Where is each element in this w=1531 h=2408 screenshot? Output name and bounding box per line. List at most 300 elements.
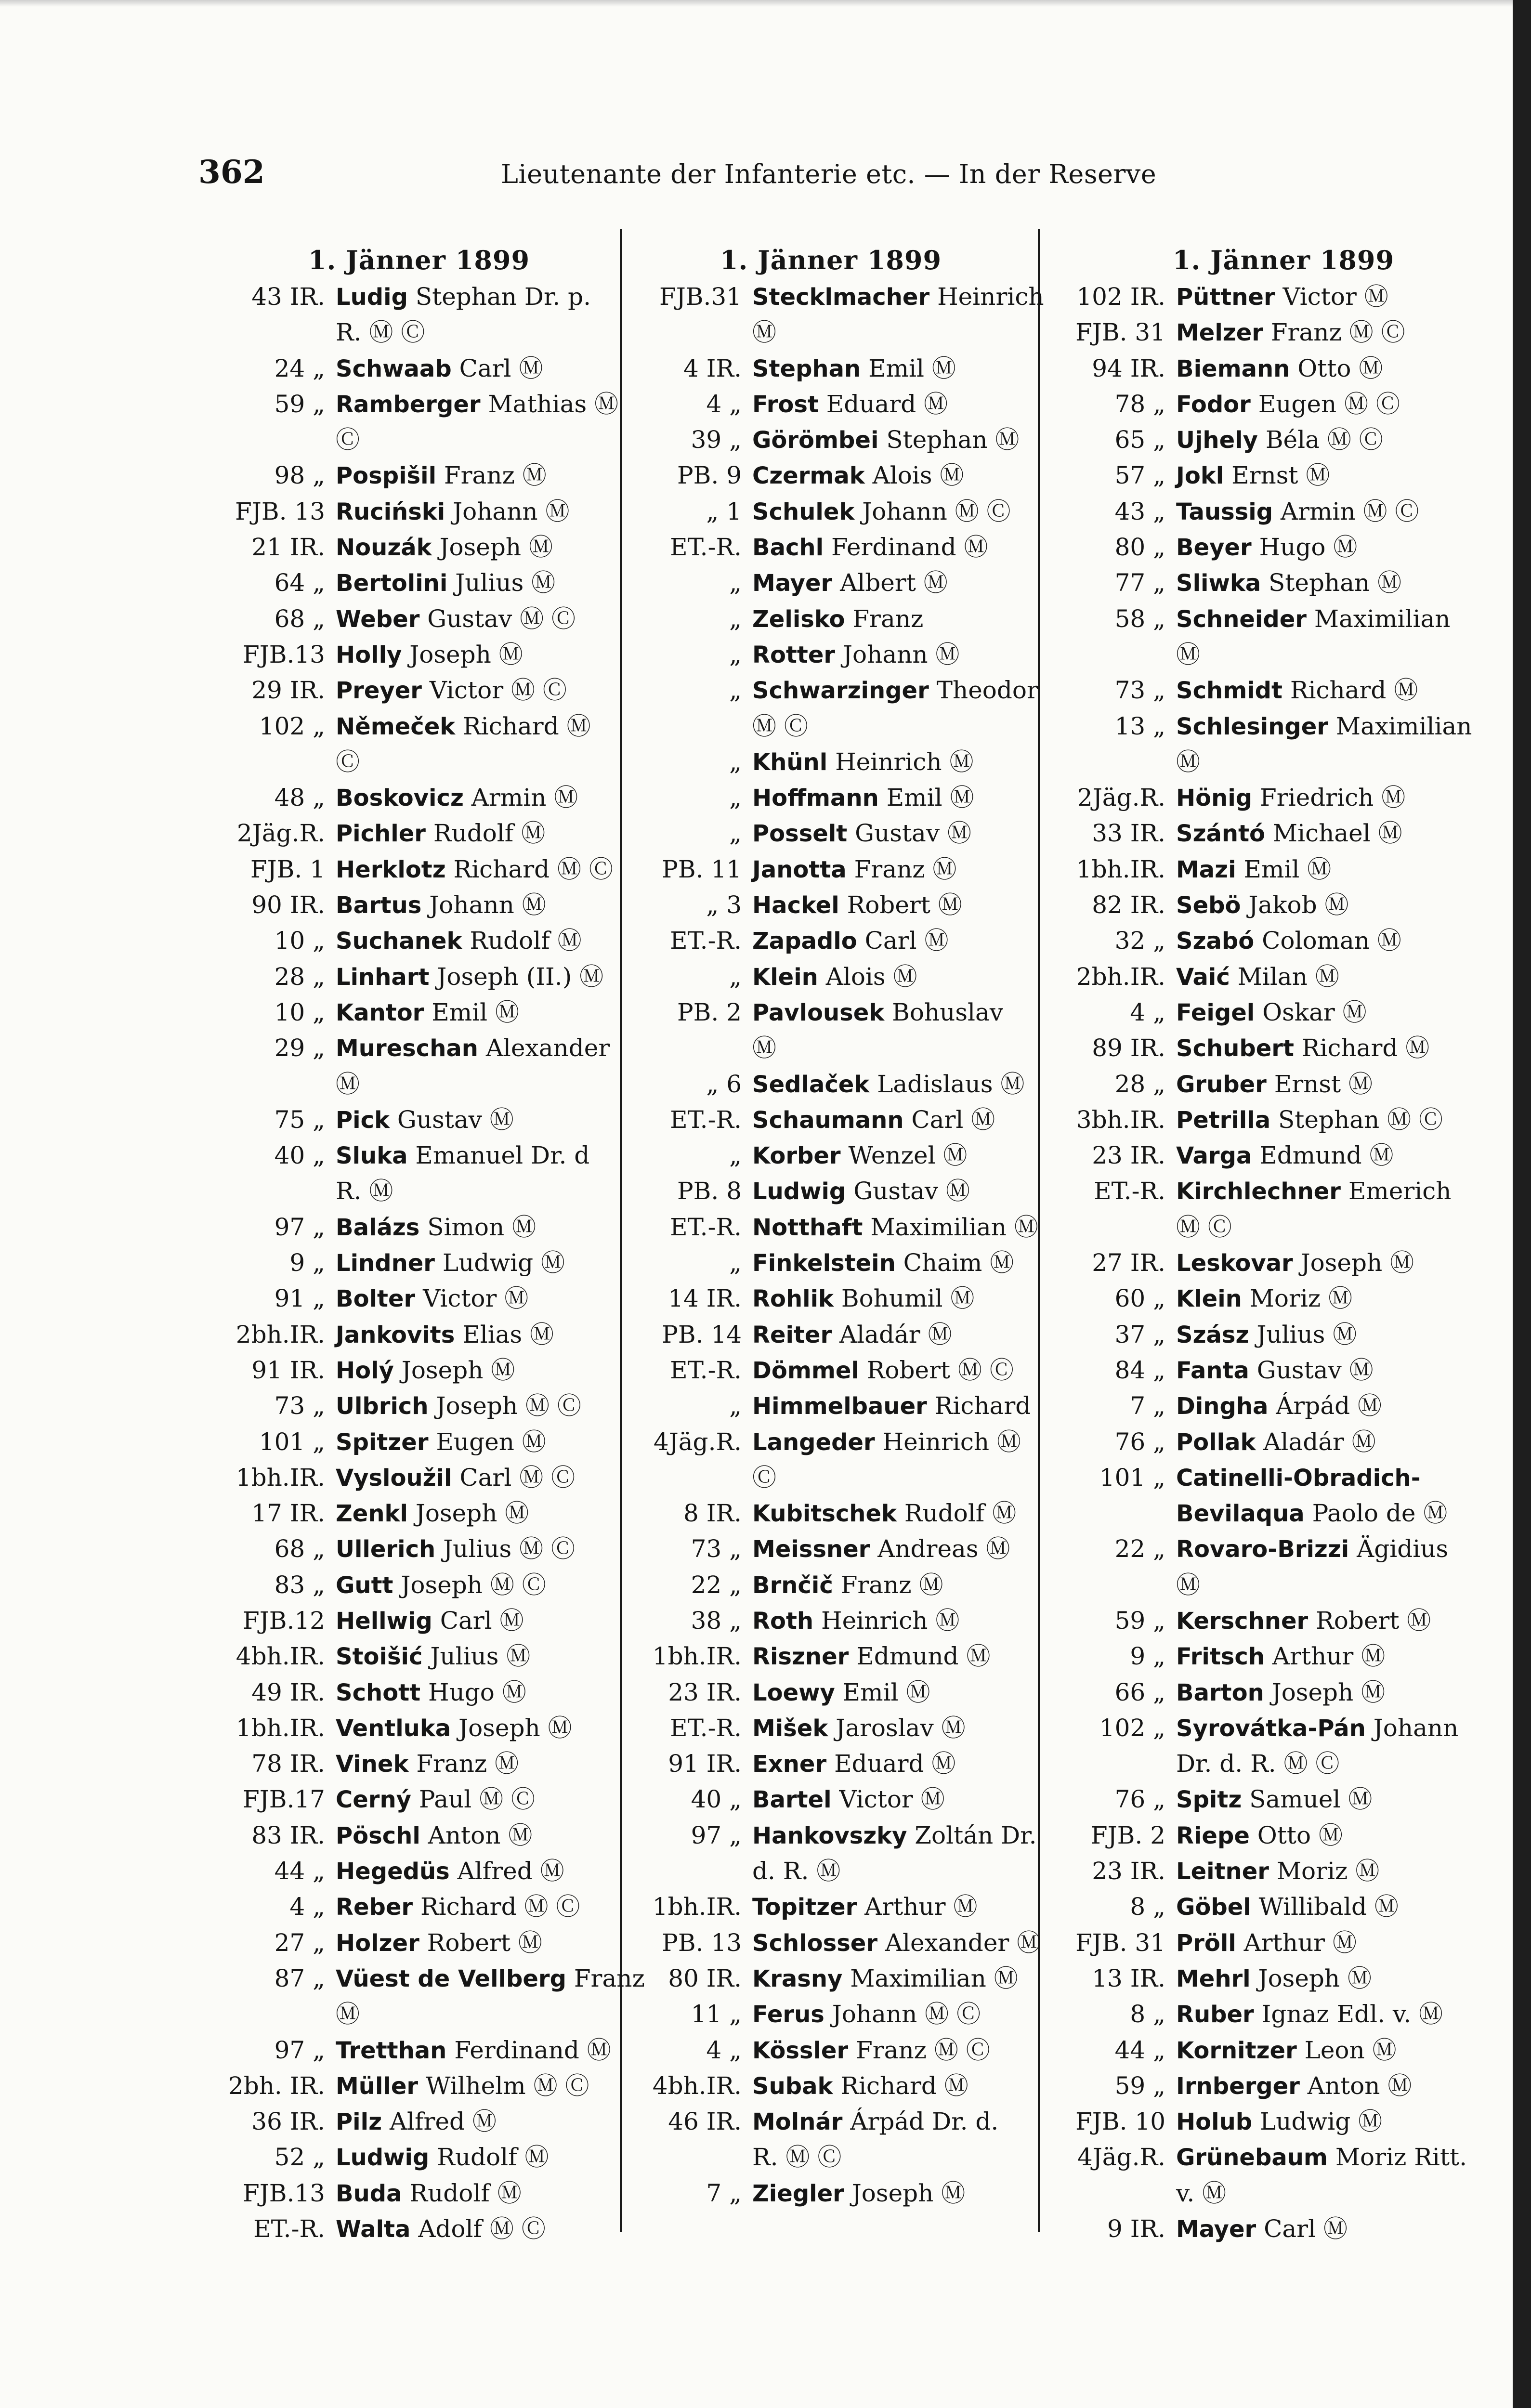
given-name-and-marks: Alfred Ⓜ bbox=[389, 2107, 497, 2136]
given-name-and-marks: Emil Ⓜ bbox=[886, 784, 974, 812]
entry-text bbox=[325, 2033, 619, 2068]
unit-label: 3bh.IR. bbox=[1076, 1105, 1165, 1134]
roster-entry bbox=[621, 387, 1040, 422]
surname: Stecklmacher bbox=[752, 284, 930, 311]
unit-label bbox=[621, 2140, 742, 2175]
surname: Irnberger bbox=[1176, 2072, 1300, 2100]
given-name-and-marks: Julius Ⓜ Ⓒ bbox=[443, 1535, 575, 1563]
given-name-and-marks: Otto Ⓜ bbox=[1297, 354, 1383, 382]
roster-entry bbox=[621, 565, 1040, 601]
roster-entry bbox=[621, 1031, 1040, 1066]
unit-label: 13 „ bbox=[1114, 712, 1165, 740]
unit-label: 1bh.IR. bbox=[236, 1463, 325, 1492]
roster-entry bbox=[219, 602, 619, 637]
roster-entry bbox=[621, 2104, 1040, 2140]
entry-text bbox=[325, 816, 619, 851]
given-name-and-marks: Robert Ⓜ bbox=[427, 1928, 542, 1957]
entry-text bbox=[742, 1496, 1040, 1531]
given-name-and-marks: Emil Ⓜ bbox=[1243, 855, 1332, 883]
roster-entry bbox=[219, 1388, 619, 1424]
given-name-and-marks: Ferdinand Ⓜ bbox=[454, 2036, 611, 2064]
roster-entry bbox=[621, 2140, 1040, 2175]
entry-text bbox=[1165, 1531, 1507, 1567]
unit-label: 4bh.IR. bbox=[652, 2071, 742, 2100]
surname: Beyer bbox=[1176, 534, 1252, 562]
entry-text bbox=[325, 995, 619, 1031]
given-name-and-marks: Hugo Ⓜ bbox=[428, 1678, 526, 1706]
roster-entry bbox=[219, 1353, 619, 1388]
surname: Szabó bbox=[1176, 928, 1255, 955]
surname: Szász bbox=[1176, 1321, 1249, 1348]
roster-entry bbox=[219, 1281, 619, 1317]
roster-entry bbox=[1060, 1568, 1507, 1603]
surname: Spitz bbox=[1176, 1786, 1242, 1814]
roster-entry bbox=[219, 1782, 619, 1818]
roster-entry bbox=[621, 1531, 1040, 1567]
unit-label: 2bh.IR. bbox=[1076, 962, 1165, 991]
roster-entry bbox=[621, 1818, 1040, 1854]
roster-entry bbox=[621, 1138, 1040, 1174]
given-name-and-marks: Julius Ⓜ bbox=[1256, 1320, 1357, 1348]
given-name-and-marks: Joseph Ⓜ Ⓒ bbox=[436, 1392, 581, 1420]
given-name-and-marks: Richard Ⓜ bbox=[1290, 676, 1418, 705]
unit-label: FJB.31 bbox=[659, 283, 742, 311]
roster-entry bbox=[219, 2068, 619, 2104]
surname: Ludig bbox=[336, 284, 408, 311]
surname: Pöschl bbox=[336, 1822, 420, 1849]
entry-text bbox=[742, 1138, 1040, 1174]
unit-label: ET.-R. bbox=[670, 1714, 742, 1742]
entry-text bbox=[742, 602, 1040, 637]
given-name-and-marks: Stephan Dr. p. bbox=[415, 283, 591, 311]
given-name-and-marks: Moriz Ⓜ bbox=[1249, 1284, 1353, 1313]
surname: Boskovicz bbox=[336, 785, 464, 812]
unit-label: „ bbox=[729, 747, 742, 776]
roster-entry bbox=[219, 1496, 619, 1531]
given-name-and-marks: Ⓜ bbox=[1176, 640, 1200, 668]
roster-entry bbox=[1060, 1925, 1507, 1961]
roster-entry bbox=[219, 1245, 619, 1281]
roster-entry bbox=[1060, 1818, 1507, 1854]
surname: Görömbei bbox=[752, 427, 879, 454]
entry-text bbox=[325, 1281, 619, 1317]
surname: Reiter bbox=[752, 1321, 832, 1348]
entry-text bbox=[325, 1782, 619, 1818]
surname: Mazi bbox=[1176, 856, 1236, 883]
entry-text bbox=[1165, 1496, 1507, 1531]
roster-entry bbox=[621, 995, 1040, 1031]
roster-entry bbox=[1060, 1782, 1507, 1818]
roster-entry bbox=[621, 709, 1040, 745]
unit-label: 89 IR. bbox=[1092, 1034, 1165, 1062]
given-name-and-marks: Dr. d. R. Ⓜ Ⓒ bbox=[1176, 1750, 1340, 1778]
unit-label: 10 „ bbox=[274, 998, 325, 1026]
entry-text bbox=[325, 279, 619, 315]
surname: Subak bbox=[752, 2072, 833, 2100]
unit-label: „ bbox=[729, 1392, 742, 1420]
unit-label: FJB. 31 bbox=[1075, 1928, 1165, 1957]
surname: Mayer bbox=[752, 570, 833, 597]
surname: Catinelli-Obradich- bbox=[1176, 1464, 1421, 1492]
entry-text bbox=[325, 1102, 619, 1138]
roster-entry bbox=[219, 494, 619, 530]
entry-text bbox=[325, 387, 619, 422]
given-name-and-marks: Gustav Ⓜ bbox=[853, 1177, 970, 1205]
given-name-and-marks: Friedrich Ⓜ bbox=[1260, 784, 1406, 812]
roster-entry bbox=[621, 816, 1040, 851]
unit-label: 97 „ bbox=[274, 1213, 325, 1241]
surname: Kössler bbox=[752, 2037, 849, 2064]
entry-text bbox=[742, 1388, 1040, 1424]
entry-text bbox=[742, 673, 1040, 708]
unit-label: 84 „ bbox=[1114, 1356, 1165, 1384]
page-number: 362 bbox=[198, 153, 265, 191]
entry-text bbox=[325, 1460, 619, 1496]
surname: Hoffmann bbox=[752, 785, 879, 812]
unit-label: 22 „ bbox=[1114, 1535, 1165, 1563]
surname: Dingha bbox=[1176, 1393, 1269, 1420]
entry-text bbox=[325, 351, 619, 387]
roster-entry bbox=[219, 1174, 619, 1209]
given-name-and-marks: Arthur Ⓜ bbox=[1243, 1928, 1357, 1957]
given-name-and-marks: Bohuslav bbox=[892, 998, 1004, 1026]
surname: Ramberger bbox=[336, 391, 481, 418]
roster-column-1 bbox=[219, 241, 645, 2288]
given-name-and-marks: Robert Ⓜ bbox=[847, 891, 962, 919]
surname: Gutt bbox=[336, 1571, 393, 1599]
roster-entry bbox=[621, 1460, 1040, 1496]
entry-text bbox=[742, 959, 1040, 995]
surname: Sliwka bbox=[1176, 570, 1261, 597]
entry-text bbox=[325, 1496, 619, 1531]
roster-entry bbox=[1060, 1245, 1507, 1281]
given-name-and-marks: Paolo de Ⓜ bbox=[1312, 1499, 1448, 1528]
given-name-and-marks: Emanuel Dr. d bbox=[415, 1141, 590, 1170]
unit-label: 1bh.IR. bbox=[1076, 855, 1165, 883]
roster-entry bbox=[621, 1174, 1040, 1209]
roster-entry bbox=[219, 1425, 619, 1460]
entry-text bbox=[325, 2212, 619, 2247]
entry-text bbox=[1165, 1854, 1507, 1889]
roster-entry bbox=[1060, 2140, 1507, 2175]
roster-entry bbox=[1060, 888, 1507, 923]
given-name-and-marks: Michael Ⓜ bbox=[1272, 819, 1402, 848]
given-name-and-marks: Alois Ⓜ bbox=[872, 461, 964, 490]
entry-text bbox=[1165, 1746, 1507, 1782]
surname: Krasny bbox=[752, 1965, 843, 1992]
entry-text bbox=[742, 888, 1040, 923]
unit-label: 21 IR. bbox=[251, 533, 325, 562]
surname: Rotter bbox=[752, 641, 836, 668]
entry-text bbox=[1165, 1782, 1507, 1818]
roster-entry bbox=[1060, 565, 1507, 601]
given-name-and-marks: Chaim Ⓜ bbox=[903, 1249, 1014, 1277]
unit-label: 8 „ bbox=[1130, 2000, 1165, 2028]
roster-entry bbox=[219, 1889, 619, 1925]
surname: Walta bbox=[336, 2216, 411, 2243]
given-name-and-marks: Arthur Ⓜ bbox=[1272, 1642, 1386, 1671]
surname: Petrilla bbox=[1176, 1106, 1271, 1134]
entry-text bbox=[1165, 1961, 1507, 1997]
entry-text bbox=[742, 1961, 1040, 1997]
given-name-and-marks: Wenzel Ⓜ bbox=[848, 1141, 968, 1170]
entry-text bbox=[1165, 1353, 1507, 1388]
unit-label: 27 IR. bbox=[1092, 1249, 1165, 1277]
roster-entry bbox=[219, 888, 619, 923]
entry-text bbox=[742, 1854, 1040, 1889]
roster-entry bbox=[621, 1496, 1040, 1531]
unit-label: 32 „ bbox=[1114, 927, 1165, 955]
unit-label: 8 IR. bbox=[683, 1499, 742, 1528]
surname: Sluka bbox=[336, 1142, 408, 1170]
roster-entry bbox=[621, 602, 1040, 637]
given-name-and-marks: Ignaz Edl. v. Ⓜ bbox=[1261, 2000, 1443, 2028]
entry-text bbox=[742, 2033, 1040, 2068]
roster-entry bbox=[219, 530, 619, 565]
given-name-and-marks: Jaroslav Ⓜ bbox=[836, 1714, 966, 1742]
roster-entry bbox=[219, 1603, 619, 1639]
surname: Fritsch bbox=[1176, 1643, 1265, 1671]
roster-entry bbox=[621, 1425, 1040, 1460]
unit-label: „ bbox=[729, 784, 742, 812]
unit-label: 76 „ bbox=[1114, 1785, 1165, 1814]
roster-entry bbox=[621, 1675, 1040, 1711]
roster-entry bbox=[219, 1568, 619, 1603]
roster-entry bbox=[621, 1388, 1040, 1424]
given-name-and-marks: Ⓒ bbox=[336, 426, 360, 454]
entry-text bbox=[325, 745, 619, 780]
surname: Ludwig bbox=[752, 1178, 846, 1205]
entry-text bbox=[742, 2068, 1040, 2104]
roster-entry bbox=[621, 2033, 1040, 2068]
unit-label: 59 „ bbox=[1114, 2071, 1165, 2100]
unit-label: 48 „ bbox=[274, 784, 325, 812]
unit-label bbox=[1060, 1568, 1165, 1603]
surname: Zenkl bbox=[336, 1500, 408, 1528]
given-name-and-marks: Heinrich bbox=[937, 283, 1044, 311]
surname: Hönig bbox=[1176, 785, 1253, 812]
given-name-and-marks: Maximilian bbox=[1335, 712, 1472, 740]
unit-label: PB. 14 bbox=[662, 1320, 742, 1348]
surname: Mayer bbox=[1176, 2216, 1256, 2243]
given-name-and-marks: Joseph Ⓜ bbox=[1300, 1249, 1414, 1277]
roster-entry bbox=[219, 1997, 619, 2032]
surname: Linhart bbox=[336, 963, 430, 991]
unit-label: „ bbox=[729, 819, 742, 848]
roster-entry bbox=[219, 279, 619, 315]
entry-text bbox=[742, 1746, 1040, 1782]
entry-text bbox=[1165, 1675, 1507, 1711]
roster-entry bbox=[219, 1531, 619, 1567]
given-name-and-marks: Robert Ⓜ bbox=[1316, 1606, 1431, 1635]
roster-entry bbox=[621, 1889, 1040, 1925]
entry-text bbox=[325, 602, 619, 637]
entry-text bbox=[742, 1568, 1040, 1603]
roster-entry bbox=[219, 2104, 619, 2140]
unit-label: 14 IR. bbox=[668, 1284, 742, 1313]
given-name-and-marks: Ⓜ bbox=[1176, 747, 1200, 776]
entry-text bbox=[742, 1102, 1040, 1138]
surname: Dömmel bbox=[752, 1357, 859, 1384]
column-heading: 1. Jänner 1899 bbox=[308, 245, 530, 275]
roster-entry bbox=[1060, 995, 1507, 1031]
unit-label: ET.-R. bbox=[670, 1105, 742, 1134]
roster-entry bbox=[621, 1711, 1040, 1746]
roster-entry bbox=[621, 852, 1040, 888]
entry-text bbox=[1165, 530, 1507, 565]
unit-label: 37 „ bbox=[1114, 1320, 1165, 1348]
given-name-and-marks: Leon Ⓜ bbox=[1304, 2036, 1397, 2064]
given-name-and-marks: Heinrich Ⓜ bbox=[882, 1427, 1021, 1456]
column-heading: 1. Jänner 1899 bbox=[1172, 245, 1395, 275]
unit-label bbox=[621, 1854, 742, 1889]
given-name-and-marks: Eduard Ⓜ bbox=[826, 390, 948, 418]
unit-label: 58 „ bbox=[1114, 604, 1165, 633]
entry-text bbox=[742, 1353, 1040, 1388]
scan-edge-top bbox=[0, 0, 1531, 7]
surname: Kubitschek bbox=[752, 1500, 897, 1528]
given-name-and-marks: Julius Ⓜ bbox=[455, 569, 556, 597]
surname: Kerschner bbox=[1176, 1607, 1309, 1635]
roster-entry bbox=[219, 2176, 619, 2212]
roster-entry bbox=[219, 1102, 619, 1138]
roster-entry bbox=[621, 1961, 1040, 1997]
roster-entry bbox=[1060, 2033, 1507, 2068]
roster-entry bbox=[219, 458, 619, 494]
roster-entry bbox=[621, 959, 1040, 995]
unit-label bbox=[1060, 1210, 1165, 1245]
unit-label: „ bbox=[729, 676, 742, 705]
given-name-and-marks: Carl Ⓜ bbox=[864, 927, 949, 955]
given-name-and-marks: Anton Ⓜ bbox=[1307, 2071, 1412, 2100]
surname: Müller bbox=[336, 2072, 419, 2100]
given-name-and-marks: Emil Ⓜ bbox=[842, 1678, 930, 1706]
unit-label: 80 „ bbox=[1114, 533, 1165, 562]
entry-text bbox=[1165, 315, 1507, 351]
entry-text bbox=[742, 1925, 1041, 1961]
unit-label: 24 „ bbox=[274, 354, 325, 382]
entry-text bbox=[1165, 1568, 1507, 1603]
entry-text bbox=[742, 458, 1040, 494]
given-name-and-marks: Elias Ⓜ bbox=[462, 1320, 554, 1348]
unit-label: „ bbox=[729, 962, 742, 991]
surname: Hegedüs bbox=[336, 1858, 450, 1885]
roster-entry bbox=[1060, 315, 1507, 351]
unit-label: PB. 11 bbox=[662, 855, 742, 883]
unit-label: 94 IR. bbox=[1092, 354, 1165, 382]
given-name-and-marks: Carl Ⓜ bbox=[1264, 2215, 1348, 2243]
unit-label: 4 „ bbox=[289, 1893, 325, 1921]
entry-text bbox=[325, 1067, 619, 1102]
entry-text bbox=[325, 673, 619, 708]
entry-text bbox=[325, 2140, 619, 2175]
unit-label: ET.-R. bbox=[670, 1213, 742, 1241]
running-head: Lieutenante der Infanterie etc. — In der Reserve bbox=[501, 159, 1157, 189]
entry-text bbox=[742, 1818, 1040, 1854]
given-name-and-marks: Alois Ⓜ bbox=[825, 962, 917, 991]
roster-entry bbox=[621, 1102, 1040, 1138]
surname: Schmidt bbox=[1176, 677, 1282, 705]
given-name-and-marks: Béla Ⓜ Ⓒ bbox=[1265, 426, 1383, 454]
surname: Pröll bbox=[1176, 1929, 1236, 1957]
roster-entry bbox=[621, 1997, 1040, 2032]
unit-label: 76 „ bbox=[1114, 1427, 1165, 1456]
surname: Grünebaum bbox=[1176, 2144, 1328, 2172]
unit-label: 65 „ bbox=[1114, 426, 1165, 454]
surname: Riepe bbox=[1176, 1822, 1250, 1849]
entry-text bbox=[742, 1531, 1040, 1567]
entry-text bbox=[1165, 2140, 1507, 2175]
unit-label: 1bh.IR. bbox=[652, 1893, 742, 1921]
given-name-and-marks: Samuel Ⓜ bbox=[1249, 1785, 1373, 1814]
entry-text bbox=[742, 315, 1040, 351]
roster-entry bbox=[1060, 1317, 1507, 1353]
unit-label bbox=[1060, 1746, 1165, 1782]
given-name-and-marks: Ⓒ bbox=[336, 747, 360, 776]
surname: Fodor bbox=[1176, 391, 1251, 418]
roster-entry bbox=[621, 530, 1040, 565]
given-name-and-marks: Franz bbox=[574, 1964, 645, 1992]
given-name-and-marks: Moriz Ritt. bbox=[1335, 2143, 1467, 2172]
roster-entry bbox=[1060, 1281, 1507, 1317]
given-name-and-marks: Joseph Ⓜ bbox=[458, 1714, 572, 1742]
given-name-and-marks: Hugo Ⓜ bbox=[1259, 533, 1358, 562]
roster-entry bbox=[219, 565, 619, 601]
surname: Biemann bbox=[1176, 355, 1290, 382]
roster-entry bbox=[1060, 816, 1507, 851]
unit-label: „ 3 bbox=[706, 891, 742, 919]
entry-text bbox=[1165, 1425, 1507, 1460]
entry-text bbox=[742, 1067, 1040, 1102]
surname: Reber bbox=[336, 1894, 413, 1921]
surname: Langeder bbox=[752, 1428, 875, 1456]
column-heading: 1. Jänner 1899 bbox=[720, 245, 942, 275]
surname: Vaić bbox=[1176, 963, 1230, 991]
roster-entry bbox=[219, 959, 619, 995]
entry-text bbox=[742, 1997, 1040, 2032]
roster-entry bbox=[1060, 637, 1507, 673]
surname: Rohlik bbox=[752, 1285, 834, 1313]
roster-entry bbox=[1060, 1746, 1507, 1782]
roster-entry bbox=[219, 1925, 619, 1961]
surname: Ruciński bbox=[336, 498, 445, 525]
unit-label bbox=[621, 315, 742, 351]
given-name-and-marks: Ⓜ Ⓒ bbox=[752, 712, 808, 740]
surname: Stephan bbox=[752, 355, 861, 382]
surname: Barton bbox=[1176, 1679, 1264, 1706]
unit-label: 11 „ bbox=[691, 2000, 742, 2028]
entry-text bbox=[1165, 2212, 1507, 2247]
entry-text bbox=[325, 637, 619, 673]
surname: Ventluka bbox=[336, 1714, 451, 1742]
unit-label: 60 „ bbox=[1114, 1284, 1165, 1313]
roster-entry bbox=[219, 1961, 645, 1997]
entry-text bbox=[325, 1568, 619, 1603]
roster-entry bbox=[1060, 1102, 1507, 1138]
entry-text bbox=[742, 351, 1040, 387]
entry-text bbox=[1165, 279, 1507, 315]
roster-entry bbox=[1060, 923, 1507, 959]
unit-label: 4Jäg.R. bbox=[653, 1427, 742, 1456]
surname: Sebö bbox=[1176, 892, 1241, 919]
given-name-and-marks: Franz Ⓜ Ⓒ bbox=[856, 2036, 990, 2064]
unit-label: 87 „ bbox=[274, 1964, 325, 1992]
unit-label: 101 „ bbox=[1099, 1463, 1165, 1492]
unit-label: PB. 8 bbox=[677, 1177, 742, 1205]
roster-entry bbox=[621, 1210, 1040, 1245]
unit-label bbox=[219, 1067, 325, 1102]
unit-label: FJB.17 bbox=[243, 1785, 325, 1814]
